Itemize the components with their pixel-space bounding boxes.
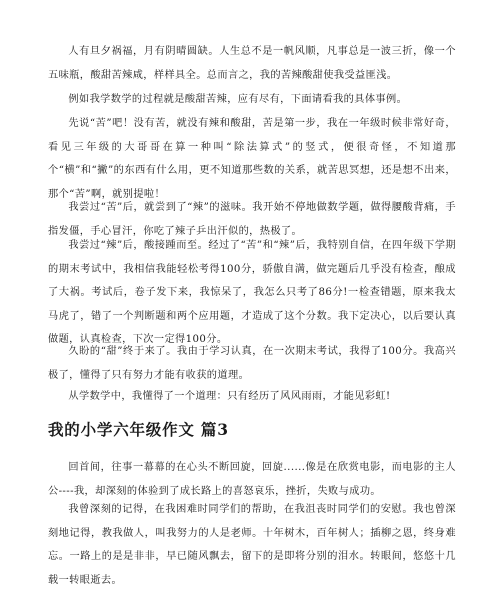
section-title: 我的小学六年级作文 篇3 xyxy=(48,420,229,439)
paragraph-9: 我曾深刻的记得，在我困难时同学们的帮助，在我沮丧时同学们的安慰。我也曾深刻地记得，教我做人，叫我努力的人是老师。十年树木，百年树人；插柳之恩，终身难忘。一路上的是是非非，早已随风飘去，留下的是即将分别的泪水。转眼间，悠悠十几载一转眼逝去。 xyxy=(48,504,456,586)
paragraph-4: 我尝过“苦”后，就尝到了“辣”的滋味。我开始不停地做数学题，做得腰酸背痛，手指发僵，手心冒汗，你吃了辣子乒出汗似的，热极了。 xyxy=(48,202,456,237)
paragraph-7: 从学数学中，我懂得了一个道理：只有经历了风风雨雨，才能见彩虹! xyxy=(68,391,391,402)
paragraph-2: 例如我学数学的过程就是酸甜苦辣，应有尽有，下面请看我的具体事例。 xyxy=(68,94,408,105)
paragraph-8: 回首间，往事一幕幕的在心头不断回旋，回旋......像是在欣赏电影，而电影的主人公----我，却深刻的体验到了成长路上的喜怒哀乐，挫折，失败与成功。 xyxy=(48,462,456,497)
paragraph-1: 人有旦夕祸福，月有阴晴圆缺。人生总不是一帆风顺，凡事总是一波三折，像一个五味瓶，酸甜苦辣咸，样样具全。总而言之，我的苦辣酸甜使我受益匪浅。 xyxy=(48,46,456,81)
paragraph-6: 久盼的“甜”终于来了。我由于学习认真，在一次期末考试，我得了100分。我高兴极了，懂得了只有努力才能有收获的道理。 xyxy=(48,346,456,381)
paragraph-5: 我尝过“辣”后，酸接踵而至。经过了“苦”和“辣”后，我特别自信，在四年级下学期的期末考试中，我相信我能轻松考得100分，骄傲自满，做完题后几乎没有检查，酿成了大祸。考试后，卷子发下来，我惊呆了，我怎么只考了86分!一检查错题，原来我太马虎了，错了一个判断题和两个应用题，才造成了这个分数。我下定决心，以后要认真做题，认真检查，下次一定得100分。 xyxy=(48,240,456,345)
paragraph-3: 先说“苦”吧！没有苦，就没有辣和酸甜，苦是第一步，我在一年级时候非常好奇，看见三年级的大哥哥在算一种叫“除法算式”的竖式，便很奇怪，不知道那个“横”和“撇”的东西有什么用，更不知道那些数的关系，就苦思冥想，还是想不出来，那个“苦”啊，就别提啦！ xyxy=(48,118,456,200)
